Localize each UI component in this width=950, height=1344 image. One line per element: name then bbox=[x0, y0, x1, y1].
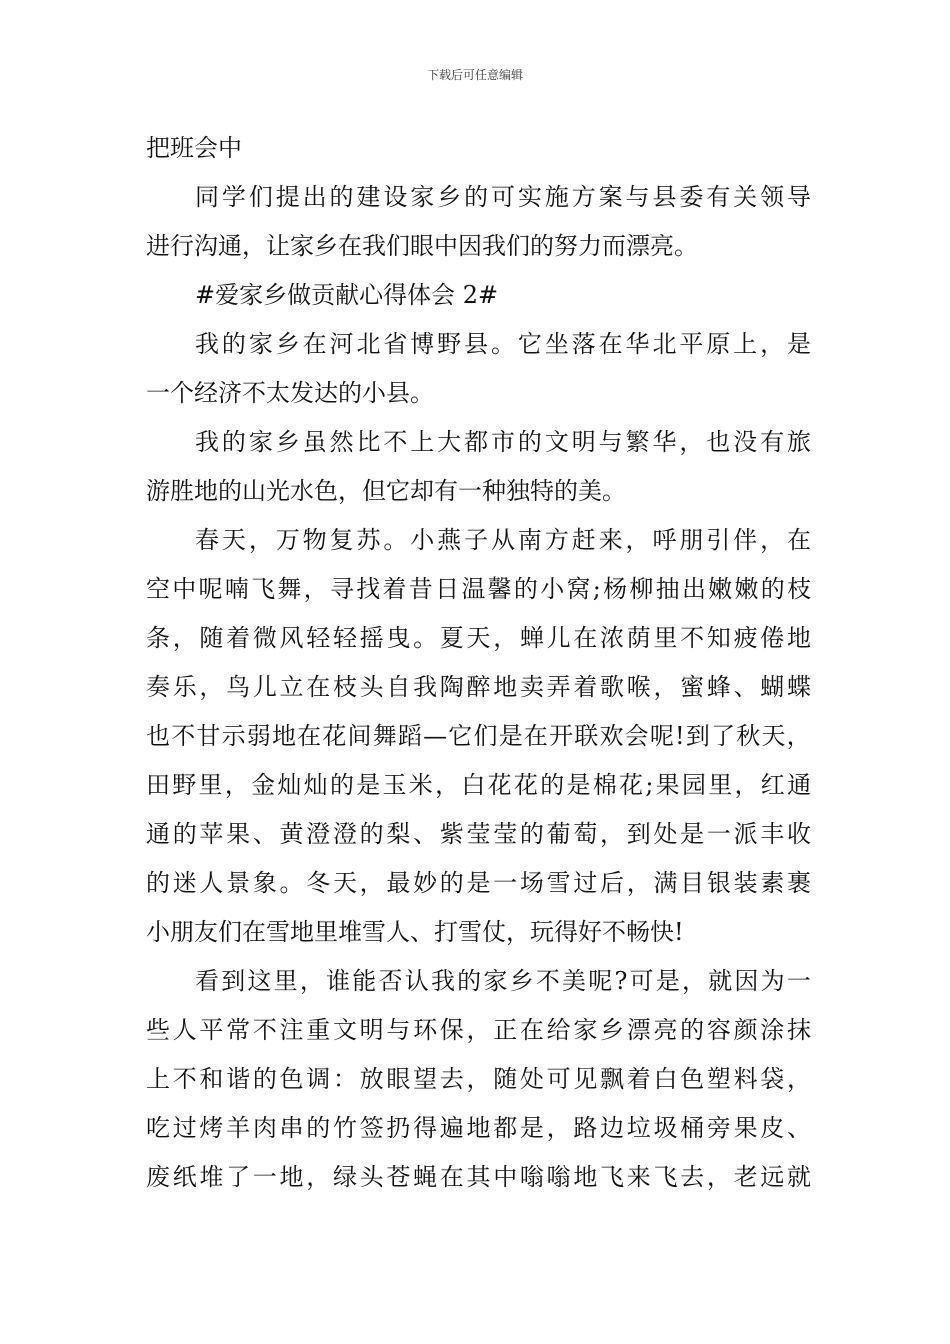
text-line: 空中呢喃飞舞，寻找着昔日温馨的小窝;杨柳抽出嫩嫩的枝 bbox=[146, 575, 814, 603]
text-line: 同学们提出的建设家乡的可实施方案与县委有关领导 bbox=[195, 183, 814, 211]
text-line: 把班会中 bbox=[146, 134, 242, 162]
text-line: 看到这里，谁能否认我的家乡不美呢?可是，就因为一 bbox=[195, 967, 814, 995]
text-line: 废纸堆了一地，绿头苍蝇在其中嗡嗡地飞来飞去，老远就 bbox=[146, 1163, 814, 1191]
document-body bbox=[146, 124, 814, 1202]
text-line: 进行沟通，让家乡在我们眼中因我们的努力而漂亮。 bbox=[146, 232, 698, 260]
page-header: 下载后可任意编辑 bbox=[426, 68, 523, 82]
text-line: 春天，万物复苏。小燕子从南方赶来，呼朋引伴，在 bbox=[195, 526, 814, 554]
text-line: 游胜地的山光水色，但它却有一种独特的美。 bbox=[146, 477, 626, 505]
text-line: 田野里，金灿灿的是玉米，白花花的是棉花;果园里，红通 bbox=[146, 771, 814, 799]
text-line: 我的家乡虽然比不上大都市的文明与繁华，也没有旅 bbox=[195, 428, 814, 456]
text-line: 也不甘示弱地在花间舞蹈—它们是在开联欢会呢!到了秋天， bbox=[146, 722, 812, 750]
text-line: #爱家乡做贡献心得体会 2# bbox=[195, 281, 499, 309]
text-line: 条，随着微风轻轻摇曳。夏天，蝉儿在浓荫里不知疲倦地 bbox=[146, 624, 814, 652]
text-line: 我的家乡在河北省博野县。它坐落在华北平原上，是 bbox=[195, 330, 814, 358]
text-line: 一个经济不太发达的小县。 bbox=[146, 379, 434, 407]
text-line: 些人平常不注重文明与环保，正在给家乡漂亮的容颜涂抹 bbox=[146, 1016, 814, 1044]
text-line: 奏乐，鸟儿立在枝头自我陶醉地卖弄着歌喉，蜜蜂、蝴蝶 bbox=[146, 673, 814, 701]
text-line: 吃过烤羊肉串的竹签扔得遍地都是，路边垃圾桶旁果皮、 bbox=[146, 1114, 814, 1142]
text-line: 小朋友们在雪地里堆雪人、打雪仗，玩得好不畅快! bbox=[146, 918, 684, 946]
text-line: 上不和谐的色调：放眼望去，随处可见飘着白色塑料袋， bbox=[146, 1065, 814, 1093]
text-line: 的迷人景象。冬天，最妙的是一场雪过后，满目银装素裹 bbox=[146, 869, 814, 897]
text-line: 通的苹果、黄澄澄的梨、紫莹莹的葡萄，到处是一派丰收 bbox=[146, 820, 814, 848]
